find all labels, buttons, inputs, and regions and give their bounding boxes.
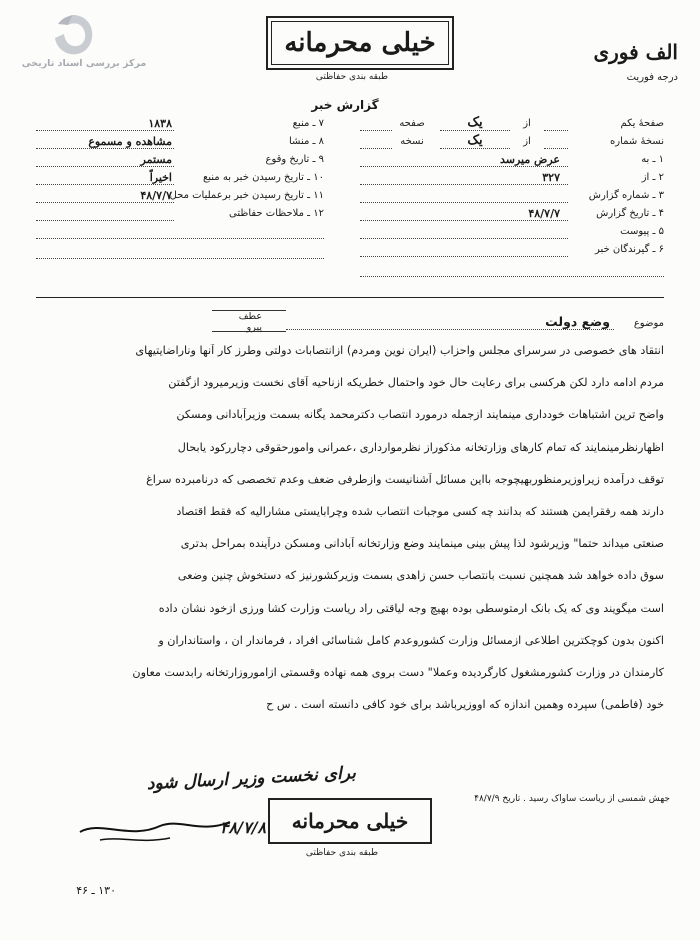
right-field-line (360, 238, 568, 239)
right-field-label: نسخهٔ شماره (610, 136, 664, 147)
right-field-label: ۱ ـ به (641, 154, 664, 165)
right-field-unit: صفحه (399, 118, 425, 129)
left-field-line (36, 220, 174, 221)
priority-label: درجه فوریت (626, 72, 678, 83)
right-field-value: ۳۲۷ (542, 171, 560, 184)
watermark-text: مرکز بررسی اسناد تاریخی (21, 58, 147, 69)
classification-stamp-bottom-text: خیلی محرمانه (291, 809, 409, 833)
classification-stamp-text: خیلی محرمانه (284, 28, 436, 58)
archive-logo-icon (50, 12, 96, 58)
right-field-of: از (523, 136, 531, 147)
right-field-unit: نسخه (400, 136, 424, 147)
body-text-line: خود (فاطمی) سپرده وهمین اندازه که اووزیرباشد برای خود کافی دانسته است . س ح (266, 698, 664, 712)
right-field-label: ۴ ـ تاریخ گزارش (596, 208, 664, 219)
left-field-line (36, 258, 324, 259)
left-field-label: ۱۰ ـ تاریخ رسیدن خبر به منبع (202, 172, 324, 183)
classification-stamp-top (266, 16, 454, 70)
body-text-line: کارمندان در وزارت کشورمشغول کارگردیده وعملا" دست بروی همه نهاده وقسمتی ازاموروزارتخانه رابدست معاون (132, 666, 664, 679)
right-field-value: ۴۸/۷/۷ (528, 207, 560, 220)
body-text-line: اظهارنظرمینمایند که تمام کارهای وزارتخانه مذکوراز نظرموارداری ،عمرانی وامورحقوقی دچاررکود یابحال (177, 440, 664, 454)
subject-value: وضع دولت (545, 314, 610, 329)
right-field-label: صفحهٔ یکم (620, 118, 664, 129)
right-field-label: ۵ ـ پیوست (620, 226, 664, 237)
left-field-label: ۸ ـ منشا (288, 136, 324, 147)
right-field-line (360, 148, 392, 149)
right-field-value: یک (467, 133, 483, 148)
right-field-line (440, 148, 510, 149)
right-field-line (360, 184, 568, 185)
peyro-label: پیرو (246, 322, 262, 333)
subject-line (286, 329, 614, 330)
right-field-value: یک (467, 115, 483, 130)
left-field-line (36, 148, 174, 149)
right-field-line (360, 256, 568, 257)
right-field-line (544, 148, 568, 149)
page-code: ۱۳۰ ـ ۴۶ (76, 884, 116, 897)
body-text-line: انتقاد های خصوصی در سرسرای مجلس واحزاب (ایران نوین ومردم) ازانتصابات دولتی وطرز کار آنها وناراضایتیهای (135, 344, 664, 357)
body-text-line: مردم ادامه دارد لکن هرکسی برای رعایت حال خود واحتمال خطریکه ازناحیه آقای نخست وزیرمیرود ازگفتن (168, 376, 664, 390)
left-field-label: ۹ ـ تاریخ وقوع (265, 154, 324, 165)
right-field-line (544, 130, 568, 131)
right-field-value: عرض میرسد (499, 153, 560, 166)
right-field-line (360, 202, 568, 203)
left-field-label: ۷ ـ منبع (292, 118, 324, 129)
priority-value: الف فوری (593, 40, 678, 64)
body-text-line: اکنون بدون کوچکترین اطلاعی ازمسائل وزارت کشوروعدم کامل شناسائی افراد ، فرماندار ان ، واستانداران و (158, 633, 664, 647)
right-field-line (360, 276, 664, 277)
body-text-line: سوق داده خواهد شد همچنین نسبت بانتصاب حسن زاهدی بسمت وزیرکشورنیز که دستخوش چنین وضعی (177, 569, 664, 583)
receipt-note: جهش شمسی از ریاست ساواک رسید . تاریخ ۴۸/۷/۹ (474, 794, 670, 804)
left-field-value: مستمر (140, 153, 172, 166)
left-field-line (36, 166, 174, 167)
body-text-line: دارند همه رفقرایمن هستند که بدانند چه کسی موجبات انتصاب شده وچرابایستی مشارالیه که فقط اقتصاد (176, 505, 664, 518)
left-field-line (36, 130, 174, 131)
right-field-of: از (523, 118, 531, 129)
body-text-line: صنعتی میداند حتما" وزیرشود لذا پیش بینی مینمایند وضع وزارتخانه آبادانی ومسکن درآینده بمراحل بدتری (180, 537, 664, 551)
left-field-label: ۱۱ ـ تاریخ رسیدن خبر برعملیات محل (169, 190, 324, 201)
right-field-line (440, 130, 510, 131)
left-field-line (36, 238, 324, 239)
atf-label: عطف (238, 311, 262, 322)
right-field-line (360, 130, 392, 131)
left-field-label: ۱۲ ـ ملاحظات حفاظتی (229, 208, 324, 219)
left-field-value: ۱۸۳۸ (148, 117, 172, 130)
classification-caption-top: طبقه بندی حفاظتی (315, 72, 389, 82)
right-field-label: ۲ ـ از (641, 172, 664, 183)
handwritten-date: ۴۸/۷/۸ (219, 818, 266, 837)
header-divider (36, 297, 664, 298)
classification-caption-bottom: طبقه بندی حفاظتی (305, 848, 379, 858)
right-field-label: ۳ ـ شماره گزارش (588, 190, 664, 201)
left-field-line (36, 202, 174, 203)
right-field-line (360, 166, 568, 167)
body-text-line: است میگویند وی که یک بانک ارمتوسطی بوده بهیچ وجه لیاقتی راد ریاست وزارت کشا ورزی ازخود نشان داده (158, 601, 664, 615)
right-field-label: ۶ ـ گیرندگان خبر (594, 244, 664, 255)
right-field-line (360, 220, 568, 221)
left-field-value: ۴۸/۷/۷ (140, 189, 172, 202)
handwritten-note: برای نخست وزیر ارسال شود (146, 763, 357, 795)
watermark-logo (50, 12, 96, 58)
body-text-line: توقف درآمده زیراوزیرمنظوربهیچوجه بااین مسائل آشنانیست وازطرفی ضعف وعدم تخصصی که درنامبرده سراغ (146, 472, 664, 486)
body-text-line: واضح ترین اشتباهات خودداری مینمایند ازجمله درمورد انتصاب دکترمحمد یگانه بسمت وزیرآبادانی ومسکن (176, 408, 664, 422)
left-field-value: مشاهده و مسموع (88, 135, 172, 148)
subject-label: موضوع (633, 318, 664, 329)
classification-stamp-bottom (268, 798, 432, 844)
report-title: گزارش خبر (311, 98, 379, 112)
left-field-line (36, 184, 174, 185)
left-field-value: اخیراً (149, 171, 172, 184)
